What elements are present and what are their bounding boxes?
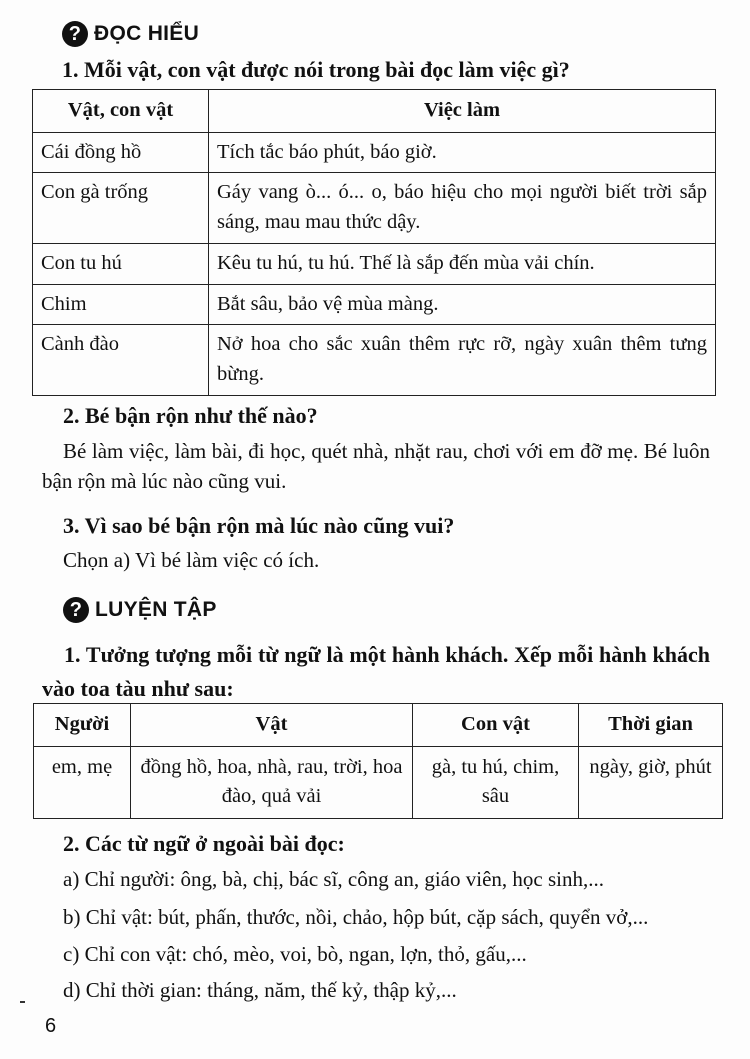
section-heading-luyen-tap xyxy=(63,597,217,623)
section-title: ĐỌC HIỂU xyxy=(94,22,200,45)
list-item: b) Chỉ vật: bút, phấn, thước, nồi, chảo, hộp bút, cặp sách, quyển vở,... xyxy=(63,905,649,929)
question-3-answer: Chọn a) Vì bé làm việc có ích. xyxy=(63,548,320,572)
cell-subject: Con tu hú xyxy=(33,243,209,284)
header-nguoi: Người xyxy=(34,704,131,747)
section-heading-doc-hieu xyxy=(62,21,199,47)
table-row xyxy=(33,173,716,243)
cell-nguoi: em, mẹ xyxy=(34,746,131,818)
page-number: 6 xyxy=(45,1015,57,1037)
cell-subject: Cái đồng hồ xyxy=(33,132,209,173)
table-objects-actions xyxy=(32,89,716,396)
question-circle-icon: ? xyxy=(63,597,89,623)
margin-mark xyxy=(20,1001,25,1003)
table-header-row xyxy=(34,704,723,747)
luyen-tap-question-1-label: 1. Tưởng tượng mỗi từ ngữ là một hành khách. Xếp mỗi hành khách vào toa tàu như sau: xyxy=(42,642,710,702)
list-item: d) Chỉ thời gian: tháng, năm, thế kỷ, thập kỷ,... xyxy=(63,978,457,1002)
table-row xyxy=(33,325,716,395)
table-word-categories xyxy=(33,703,723,819)
cell-con-vat: gà, tu hú, chim, sâu xyxy=(413,746,579,818)
header-vat: Vật xyxy=(131,704,413,747)
header-action: Việc làm xyxy=(209,90,716,133)
cell-thoi-gian: ngày, giờ, phút xyxy=(579,746,723,818)
question-2-answer: Bé làm việc, làm bài, đi học, quét nhà, nhặt rau, chơi với em đỡ mẹ. Bé luôn bận rộn mà lúc nào cũng vui. xyxy=(42,439,710,494)
cell-action: Tích tắc báo phút, báo giờ. xyxy=(209,132,716,173)
table-row xyxy=(33,132,716,173)
cell-action: Gáy vang ò... ó... o, báo hiệu cho mọi người biết trời sắp sáng, mau mau thức dậy. xyxy=(209,173,716,243)
cell-action: Bắt sâu, bảo vệ mùa màng. xyxy=(209,284,716,325)
header-con-vat: Con vật xyxy=(413,704,579,747)
cell-action: Nở hoa cho sắc xuân thêm rực rỡ, ngày xuân thêm tưng bừng. xyxy=(209,325,716,395)
question-2-label: 2. Bé bận rộn như thế nào? xyxy=(63,403,318,428)
question-1-label: 1. Mỗi vật, con vật được nói trong bài đọc làm việc gì? xyxy=(62,57,570,82)
cell-subject: Con gà trống xyxy=(33,173,209,243)
question-circle-icon: ? xyxy=(62,21,88,47)
cell-subject: Cành đào xyxy=(33,325,209,395)
header-thoi-gian: Thời gian xyxy=(579,704,723,747)
list-item: c) Chỉ con vật: chó, mèo, voi, bò, ngan, lợn, thỏ, gấu,... xyxy=(63,942,527,966)
table-row xyxy=(34,746,723,818)
cell-vat: đồng hồ, hoa, nhà, rau, trời, hoa đào, quả vải xyxy=(131,746,413,818)
table-row xyxy=(33,284,716,325)
cell-action: Kêu tu hú, tu hú. Thế là sắp đến mùa vải chín. xyxy=(209,243,716,284)
list-item: a) Chỉ người: ông, bà, chị, bác sĩ, công an, giáo viên, học sinh,... xyxy=(63,867,604,891)
table-header-row xyxy=(33,90,716,133)
luyen-tap-question-2-label: 2. Các từ ngữ ở ngoài bài đọc: xyxy=(63,831,345,856)
question-3-label: 3. Vì sao bé bận rộn mà lúc nào cũng vui? xyxy=(63,513,455,538)
cell-subject: Chim xyxy=(33,284,209,325)
header-subject: Vật, con vật xyxy=(33,90,209,133)
table-row xyxy=(33,243,716,284)
section-title: LUYỆN TẬP xyxy=(95,598,217,621)
